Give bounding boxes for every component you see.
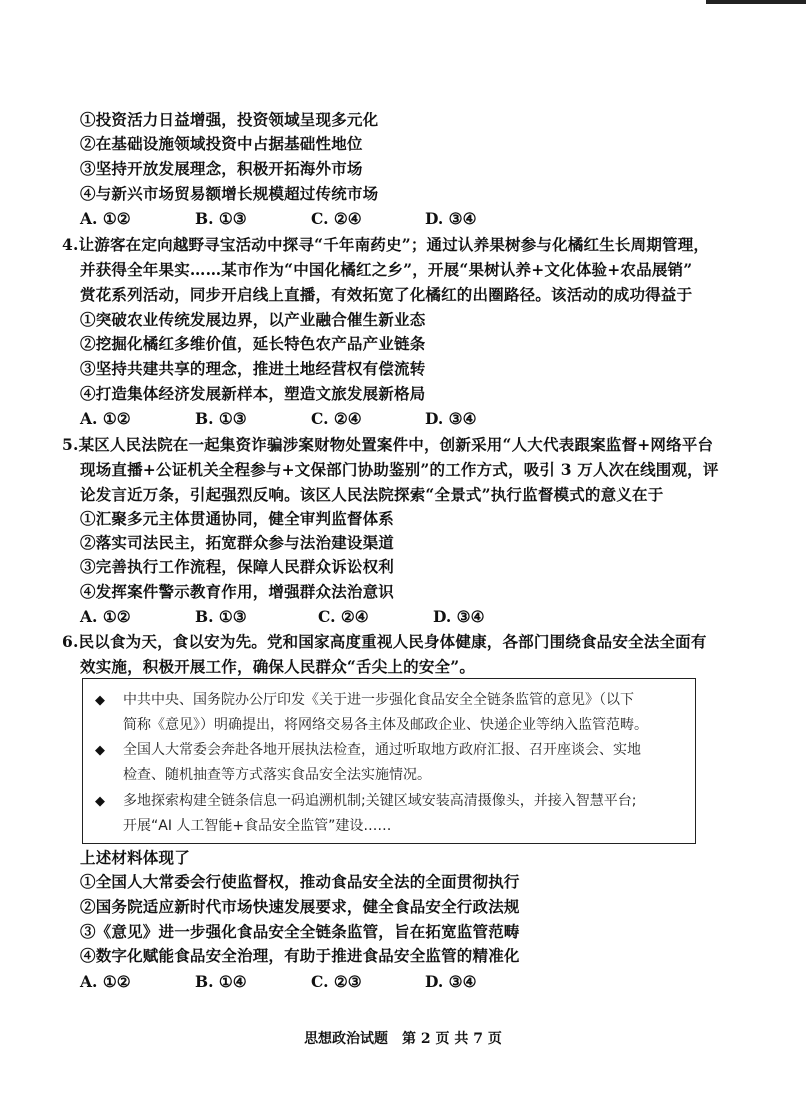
bullet-diamond-icon: ◆	[95, 794, 105, 809]
q5-stem-line-1: 5.某区人民法院在一起集资诈骗涉案财物处置案件中，创新采用“人大代表跟案监督+网络平台	[62, 435, 714, 454]
material-2-line-1: 全国人大常委会奔赴各地开展执法检查，通过听取地方政府汇报、召开座谈会、实地	[123, 742, 641, 758]
q4-stem-line-3: 赏花系列活动，同步开启线上直播，有效拓宽了化橘红的出圈路径。该活动的成功得益于	[80, 285, 693, 304]
q6-material-box	[82, 678, 696, 844]
q5-stem-line-2: 现场直播+公证机关全程参与+文保部门协助鉴别”的工作方式，吸引 3 万人次在线围观，评	[80, 460, 719, 479]
material-3-line-2: 开展“AI 人工智能+食品安全监管”建设……	[123, 818, 392, 834]
q6-item-3: ③《意见》进一步强化食品安全全链条监管，旨在拓宽监管范畴	[80, 922, 520, 941]
q4-option-d: D. ③④	[425, 409, 477, 428]
q4-item-1: ①突破农业传统发展边界，以产业融合催生新业态	[80, 310, 426, 329]
q4-item-4: ④打造集体经济发展新样本，塑造文旅发展新格局	[80, 384, 426, 403]
q3-option-a: A. ①②	[80, 209, 131, 228]
q6-item-2: ②国务院适应新时代市场快速发展要求，健全食品安全行政法规	[80, 897, 520, 916]
q3-item-1: ①投资活力日益增强，投资领域呈现多元化	[80, 110, 379, 129]
q5-item-1: ①汇聚多元主体贯通协同，健全审判监督体系	[80, 509, 395, 528]
q4-option-b: B. ①③	[195, 409, 247, 428]
page-footer: 思想政治试题 第 2 页 共 7 页	[304, 1031, 502, 1047]
scan-edge-mark	[706, 0, 806, 4]
q6-stem-line-2: 效实施，积极开展工作，确保人民群众“舌尖上的安全”。	[80, 657, 476, 676]
material-1-line-2: 简称《意见》）明确提出，将网络交易各主体及邮政企业、快递企业等纳入监管范畴。	[123, 717, 648, 733]
q5-item-3: ③完善执行工作流程，保障人民群众诉讼权利	[80, 557, 395, 576]
q4-option-c: C. ②④	[311, 409, 362, 428]
q4-item-2: ②挖掘化橘红多维价值，延长特色农产品产业链条	[80, 334, 426, 353]
material-3-line-1: 多地探索构建全链条信息一码追溯机制;关键区域安装高清摄像头，并接入智慧平台;	[123, 793, 637, 809]
q6-stem-line-1: 6.民以食为天，食以安为先。党和国家高度重视人民身体健康，各部门围绕食品安全法全面有	[62, 632, 707, 651]
q4-option-a: A. ①②	[80, 409, 131, 428]
q6-lead: 上述材料体现了	[80, 848, 190, 867]
bullet-diamond-icon: ◆	[95, 743, 105, 758]
q3-item-3: ③坚持开放发展理念，积极开拓海外市场	[80, 159, 363, 178]
q6-option-d: D. ③④	[425, 972, 477, 991]
q6-option-a: A. ①②	[80, 972, 131, 991]
q5-item-2: ②落实司法民主，拓宽群众参与法治建设渠道	[80, 533, 395, 552]
bullet-diamond-icon: ◆	[95, 693, 105, 708]
q6-option-b: B. ①④	[195, 972, 247, 991]
q3-option-c: C. ②④	[311, 209, 362, 228]
q5-stem-line-3: 论发言近万条，引起强烈反响。该区人民法院探索“全景式”执行监督模式的意义在于	[80, 485, 664, 504]
q4-stem-line-1: 4.让游客在定向越野寻宝活动中探寻“千年南药史”；通过认养果树参与化橘红生长周期管理，	[62, 235, 710, 254]
q4-item-3: ③坚持共建共享的理念，推进土地经营权有偿流转	[80, 359, 426, 378]
q6-item-4: ④数字化赋能食品安全治理，有助于推进食品安全监管的精准化	[80, 946, 520, 965]
q5-item-4: ④发挥案件警示教育作用，增强群众法治意识	[80, 582, 395, 601]
q5-option-c: C. ②④	[318, 607, 369, 626]
q6-option-c: C. ②③	[311, 972, 362, 991]
q3-item-4: ④与新兴市场贸易额增长规模超过传统市场	[80, 184, 379, 203]
q4-stem-line-2: 并获得全年果实……某市作为“中国化橘红之乡”，开展“果树认养+文化体验+农品展销”	[80, 260, 693, 279]
material-2-line-2: 检查、随机抽查等方式落实食品安全法实施情况。	[123, 767, 431, 783]
q3-item-2: ②在基础设施领域投资中占据基础性地位	[80, 134, 363, 153]
q3-option-b: B. ①③	[195, 209, 247, 228]
q5-option-d: D. ③④	[433, 607, 485, 626]
material-1-line-1: 中共中央、国务院办公厅印发《关于进一步强化食品安全全链条监管的意见》（以下	[123, 692, 634, 708]
q6-item-1: ①全国人大常委会行使监督权，推动食品安全法的全面贯彻执行	[80, 872, 520, 891]
q5-option-b: B. ①③	[195, 607, 247, 626]
q5-option-a: A. ①②	[80, 607, 131, 626]
q3-option-d: D. ③④	[425, 209, 477, 228]
